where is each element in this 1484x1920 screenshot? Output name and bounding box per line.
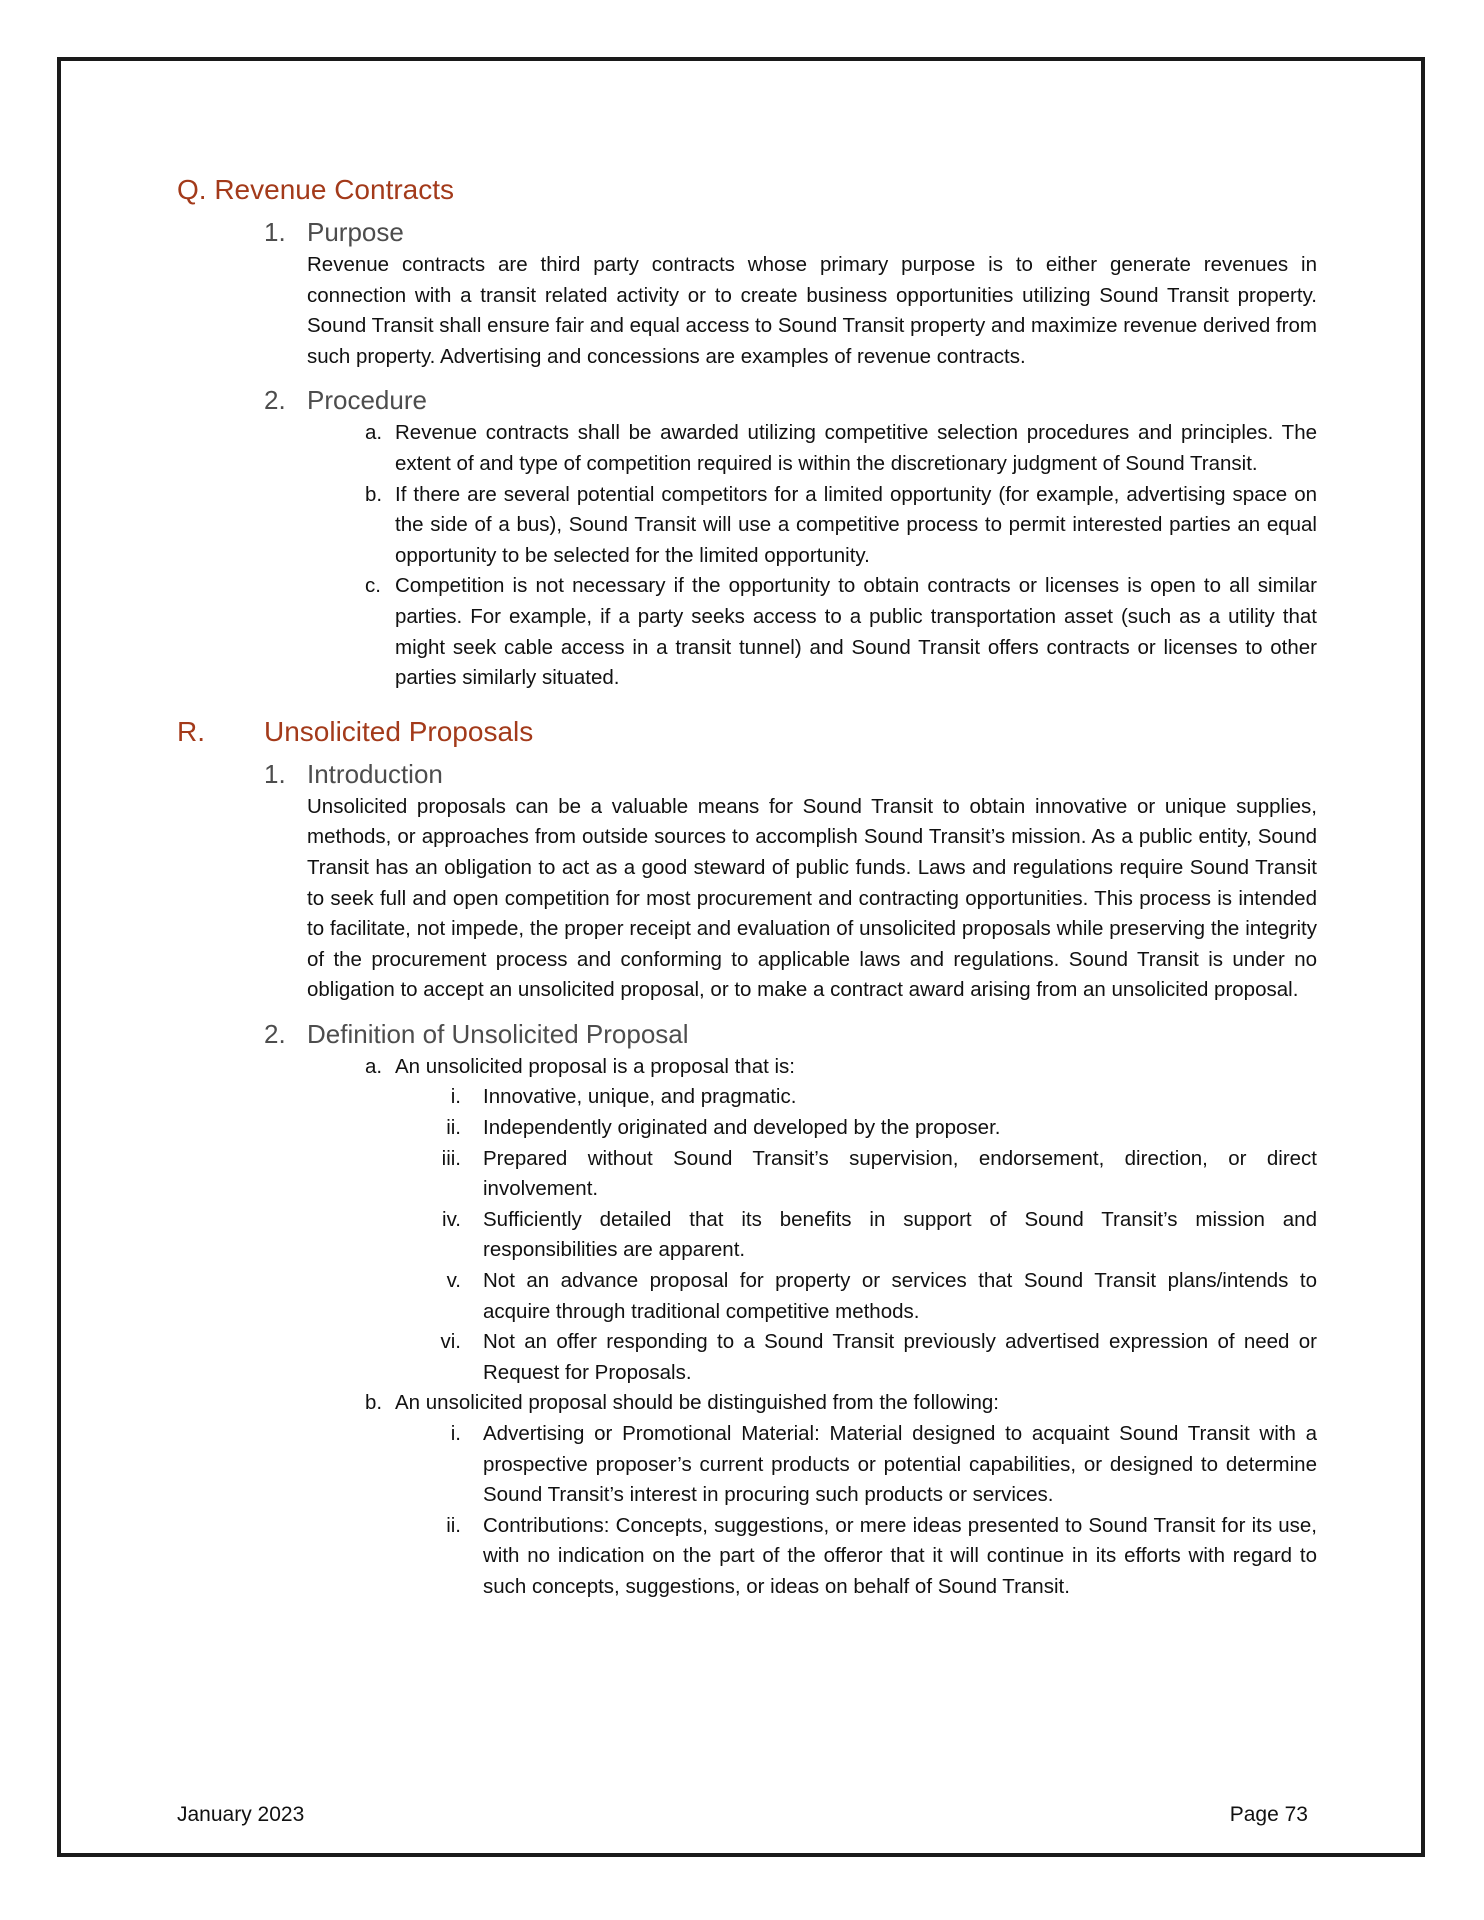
sub-list-item-label: vi.: [440, 1330, 461, 1354]
list-item-label: b.: [365, 482, 383, 506]
list-item: [307, 1388, 1317, 1419]
definition-a-sublist: [395, 1082, 1317, 1388]
definition-b-sublist: [395, 1419, 1317, 1603]
purpose-paragraph: Revenue contracts are third party contracts whose primary purpose is to either generate revenues in connection with a transit related activity or to create business opportunities utilizing Sound Transit property. Sound Transit shall ensure fair and equal access to Sound Transit property and maximize revenue derived from such property. Advertising and concessions are examples of revenue contracts.: [307, 253, 1317, 368]
introduction-number: 1.: [264, 758, 286, 789]
footer-date: January 2023: [177, 1803, 305, 1826]
definition-heading: [264, 1016, 1317, 1052]
sub-list-item-label: i.: [450, 1422, 461, 1445]
footer-page-number: Page 73: [1229, 1803, 1308, 1826]
sub-list-item-label: iv.: [442, 1207, 461, 1231]
section-r-title-text: Unsolicited Proposals: [264, 715, 534, 747]
purpose-heading-text: Purpose: [307, 217, 404, 247]
sub-list-item: [395, 1327, 1317, 1388]
sub-list-item-text: Not an offer responding to a Sound Transit previously advertised expression of need or Request for Proposals.: [483, 1330, 1317, 1384]
sub-list-item: [395, 1266, 1317, 1327]
section-r-title: [177, 712, 1317, 752]
definition-heading-text: Definition of Unsolicited Proposal: [307, 1018, 689, 1049]
sub-list-item-text: Not an advance proposal for property or services that Sound Transit plans/intends to acquire through traditional competitive methods.: [483, 1269, 1317, 1323]
sub-list-item-text: Innovative, unique, and pragmatic.: [483, 1085, 797, 1109]
list-item: [307, 1052, 1317, 1083]
procedure-number: 2.: [264, 385, 286, 416]
sub-list-item-text: Contributions: Concepts, suggestions, or mere ideas presented to Sound Transit for its use, with no indication on the part of the offeror that it will continue in its efforts with regard to such concepts, suggestions, or ideas on behalf of Sound Transit.: [483, 1513, 1317, 1598]
sub-list-item: [395, 1511, 1317, 1603]
definition-number: 2.: [264, 1018, 286, 1049]
sub-list-item: [395, 1113, 1317, 1144]
procedure-heading: [264, 382, 1317, 418]
sub-list-item-label: ii.: [446, 1513, 461, 1537]
definition-list-b: [307, 1388, 1317, 1419]
sub-list-item: [395, 1144, 1317, 1205]
definition-list: [307, 1052, 1317, 1083]
list-item-text: Competition is not necessary if the opportunity to obtain contracts or licenses is open to all similar parties. For example, if a party seeks access to a public transportation asset (such as a utility that might seek cable access in a transit tunnel) and Sound Transit offers contracts or licenses to other parties similarly situated.: [395, 574, 1317, 690]
sub-list-item-text: Independently originated and developed by the proposer.: [483, 1116, 1001, 1140]
procedure-heading-text: Procedure: [307, 385, 427, 416]
purpose-number: 1.: [264, 217, 286, 247]
list-item-text: An unsolicited proposal is a proposal that is:: [395, 1054, 795, 1078]
list-item-label: a.: [365, 1054, 383, 1078]
section-r-letter: R.: [177, 715, 205, 747]
introduction-paragraph: Unsolicited proposals can be a valuable means for Sound Transit to obtain innovative or unique supplies, methods, or approaches from outside sources to accomplish Sound Transit’s mission. As a public entity, Sound Transit has an obligation to act as a good steward of public funds. Laws and regulations require Sound Transit to seek full and open competition for most procurement and contracting opportunities. This process is intended to facilitate, not impede, the proper receipt and evaluation of unsolicited proposals while preserving the integrity of the procurement process and conforming to applicable laws and regulations. Sound Transit is under no obligation to accept an unsolicited proposal, or to make a contract award arising from an unsolicited proposal.: [307, 794, 1317, 1002]
list-item-label: c.: [365, 574, 381, 598]
list-item-label: b.: [365, 1391, 383, 1415]
page-content: [177, 170, 1317, 1603]
list-item-label: a.: [365, 421, 383, 445]
sub-list-item-label: ii.: [446, 1116, 461, 1140]
sub-list-item-label: i.: [450, 1085, 461, 1109]
introduction-heading: [264, 756, 1317, 792]
list-item-text: If there are several potential competitors for a limited opportunity (for example, advertising space on the side of a bus), Sound Transit will use a competitive process to permit interested parties an equal opportunity to be selected for the limited opportunity.: [395, 482, 1317, 567]
procedure-list: [307, 418, 1317, 693]
sub-list-item: [395, 1205, 1317, 1266]
purpose-heading: [264, 214, 1317, 250]
sub-list-item: [395, 1419, 1317, 1511]
list-item-text: An unsolicited proposal should be distinguished from the following:: [395, 1391, 999, 1415]
sub-list-item-text: Advertising or Promotional Material: Material designed to acquaint Sound Transit with a prospective proposer’s current products or potential capabilities, or designed to determine Sound Transit’s interest in procuring such products or services.: [483, 1422, 1317, 1507]
sub-list-item-label: v.: [446, 1269, 461, 1293]
list-item-text: Revenue contracts shall be awarded utilizing competitive selection procedures and principles. The extent of and type of competition required is within the discretionary judgment of Sound Transit.: [395, 421, 1317, 475]
sub-list-item-text: Prepared without Sound Transit’s supervision, endorsement, direction, or direct involvement.: [483, 1146, 1317, 1201]
list-item: [307, 571, 1317, 693]
list-item: [307, 480, 1317, 572]
section-q-title: Q. Revenue Contracts: [177, 174, 455, 205]
sub-list-item-label: iii.: [441, 1146, 461, 1170]
sub-list-item-text: Sufficiently detailed that its benefits in support of Sound Transit’s mission and responsibilities are apparent.: [483, 1207, 1317, 1262]
list-item: [307, 418, 1317, 479]
sub-list-item: [395, 1082, 1317, 1113]
introduction-heading-text: Introduction: [307, 758, 443, 789]
